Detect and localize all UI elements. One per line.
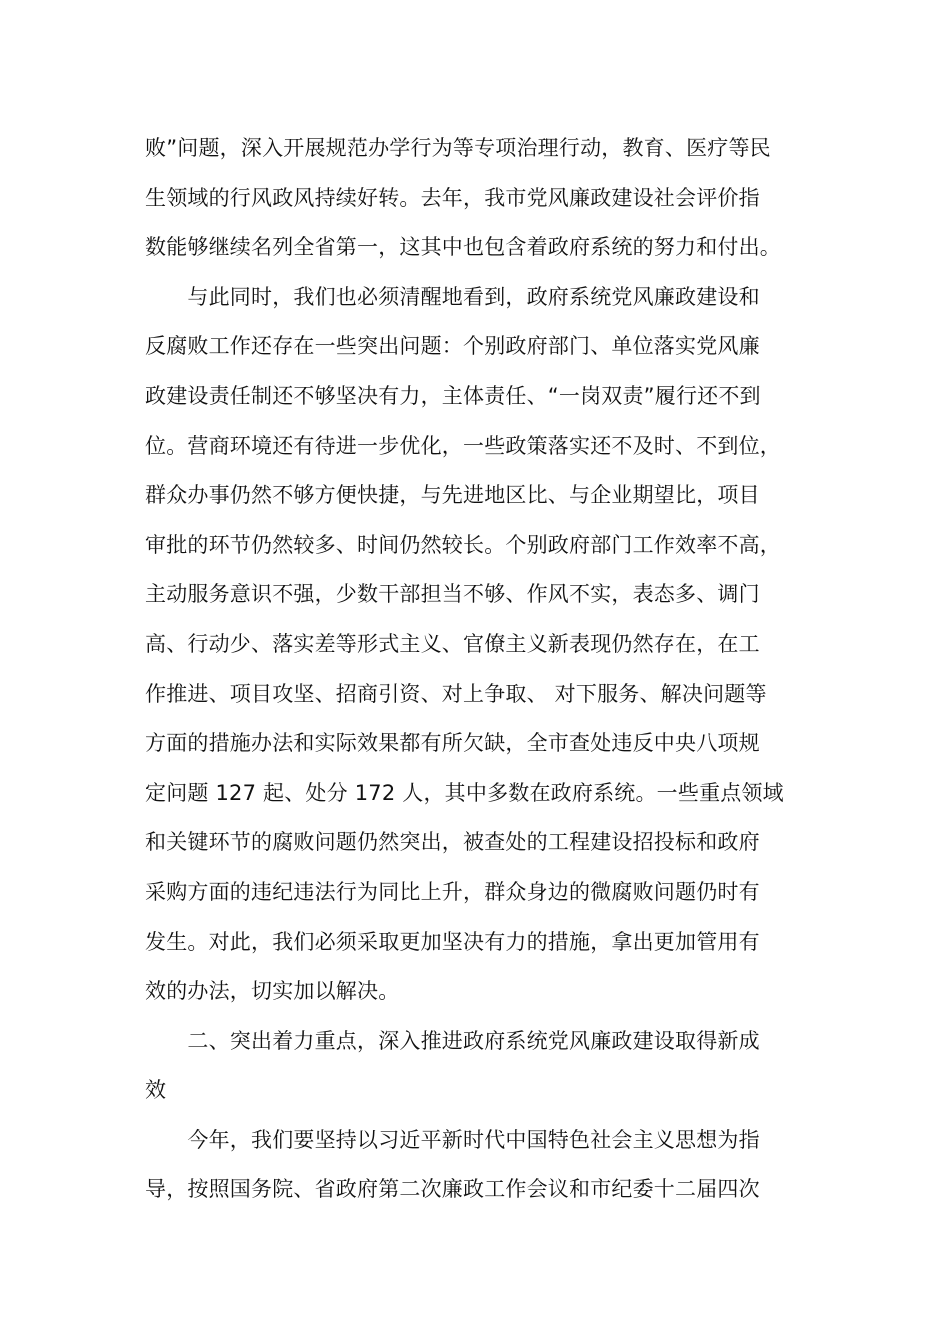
text-line: 生领域的行风政风持续好转。去年，我市党风廉政建设社会评价指: [145, 185, 760, 210]
section-heading-line: 二、突出着力重点，深入推进政府系统党风廉政建设取得新成: [145, 1028, 760, 1053]
text-line: 反腐败工作还存在一些突出问题：个别政府部门、单位落实党风廉: [145, 334, 760, 359]
text-line: 高、行动少、落实差等形式主义、官僚主义新表现仍然存在，在工: [145, 631, 760, 656]
text-line: 今年，我们要坚持以习近平新时代中国特色社会主义思想为指: [145, 1127, 760, 1152]
text-line: 发生。对此，我们必须采取更加坚决有力的措施，拿出更加管用有: [145, 929, 760, 954]
document-body: [145, 124, 810, 1215]
text-line: 位。营商环境还有待进一步优化，一些政策落实还不及时、不到位，: [145, 433, 781, 458]
text-line: 群众办事仍然不够方便快捷，与先进地区比、与企业期望比，项目: [145, 483, 760, 508]
text-line: 定问题 127 起、处分 172 人，其中多数在政府系统。一些重点领域: [145, 780, 784, 805]
text-line: 方面的措施办法和实际效果都有所欠缺，全市查处违反中央八项规: [145, 731, 760, 756]
text-line: 与此同时，我们也必须清醒地看到，政府系统党风廉政建设和: [145, 284, 760, 309]
text-line: 效的办法，切实加以解决。: [145, 979, 400, 1004]
text-line: 审批的环节仍然较多、时间仍然较长。个别政府部门工作效率不高，: [145, 532, 781, 557]
text-line: 导，按照国务院、省政府第二次廉政工作会议和市纪委十二届四次: [145, 1177, 760, 1202]
text-line: 数能够继续名列全省第一，这其中也包含着政府系统的努力和付出。: [145, 235, 781, 260]
text-line: 作推进、项目攻坚、招商引资、对上争取、 对下服务、解决问题等: [145, 681, 767, 706]
text-line: 败”问题，深入开展规范办学行为等专项治理行动，教育、医疗等民: [145, 136, 771, 160]
text-line: 政建设责任制还不够坚决有力，主体责任、“一岗双责”履行还不到: [145, 383, 761, 408]
text-line: 主动服务意识不强，少数干部担当不够、作风不实，表态多、调门: [145, 582, 760, 607]
text-line: 采购方面的违纪违法行为同比上升，群众身边的微腐败问题仍时有: [145, 879, 760, 904]
text-line: 和关键环节的腐败问题仍然突出，被查处的工程建设招投标和政府: [145, 830, 760, 855]
section-heading-line: 效: [145, 1078, 167, 1103]
